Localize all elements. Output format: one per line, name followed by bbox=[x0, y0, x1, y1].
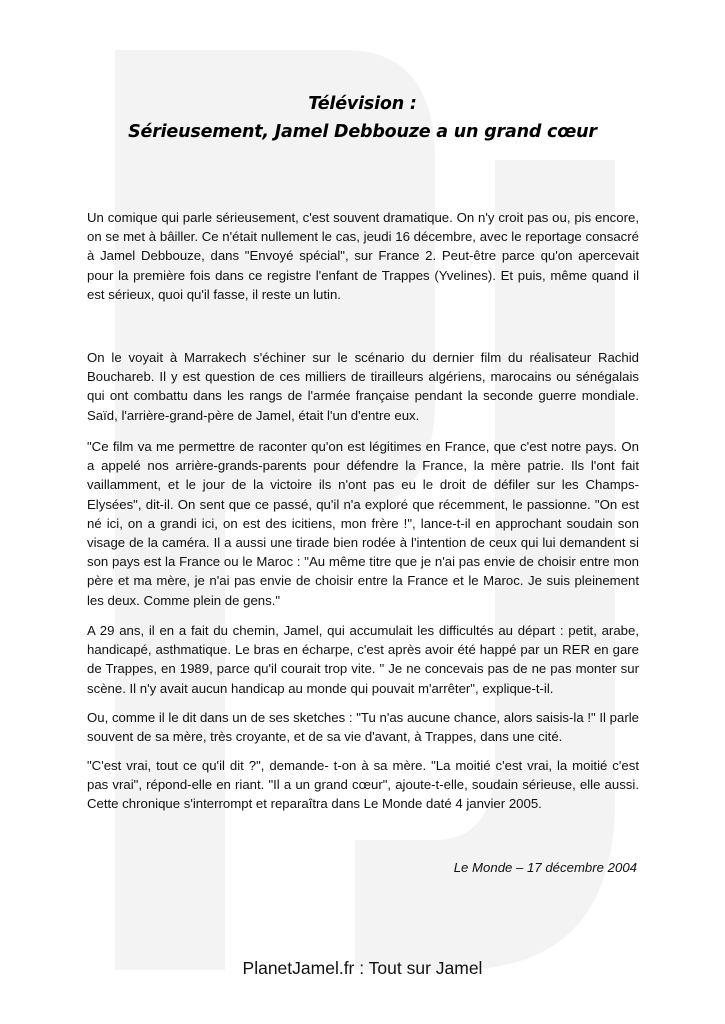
title-section-label: Télévision : bbox=[308, 94, 417, 114]
paragraph-3: "Ce film va me permettre de raconter qu'on est légitimes en France, que c'est notre pays. On a appelé nos arrière-grands-parents pour défendre la France, la mère patrie. Ils l'ont fait vaillamment, et le jour de la victoire ils n'ont pas eu le droit de défiler sur les Champs-Elysées", dit-il. On sent que ce passé, qu'il n'a exploré que récemment, le passionne. "On est né ici, on a grandi ici, on est des icitiens, mon frère !", lance-t-il en approchant soudain son visage de la caméra. Il a aussi une tirade bien rodée à l'intention de ceux qui lui demandent si son pays est la France ou le Maroc : "Au même titre que je n'ai pas envie de choisir entre mon père et ma mère, je n'ai pas envie de choisir entre la France et le Maroc. Je suis pleinement les deux. Comme plein de gens." bbox=[87, 439, 639, 608]
title-headline: Sérieusement, Jamel Debbouze a un grand cœur bbox=[128, 122, 597, 142]
paragraph-4: A 29 ans, il en a fait du chemin, Jamel, qui accumulait les difficultés au départ : petit, arabe, handicapé, asthmatique. Le bras en écharpe, c'est après avoir été happé par un RER en gare de Trappes, en 1989, parce qu'il courait trop vite. " Je ne concevais pas de ne pas monter sur scène. Il n'y avait aucun handicap au monde qui pouvait m'arrêter", explique-t-il. bbox=[87, 623, 639, 696]
paragraph-5: Ou, comme il le dit dans un de ses sketches : "Tu n'as aucune chance, alors saisis-la !" Il parle souvent de sa mère, très croyante, et de sa vie d'avant, à Trappes, dans une cité. bbox=[87, 710, 639, 745]
paragraph-6: "C'est vrai, tout ce qu'il dit ?", demande- t-on à sa mère. "La moitié c'est vrai, la moitié c'est pas vrai", répond-elle en riant. "Il a un grand cœur", ajoute-t-elle, soudain sérieuse, elle aussi. Cette chronique s'interrompt et reparaîtra dans Le Monde daté 4 janvier 2005. bbox=[87, 758, 639, 812]
document-title bbox=[0, 90, 725, 146]
paragraph-1: Un comique qui parle sérieusement, c'est souvent dramatique. On n'y croit pas ou, pis encore, on se met à bâiller. Ce n'était nullement le cas, jeudi 16 décembre, avec le reportage consacré à Jamel Debbouze, dans "Envoyé spécial", sur France 2. Peut-être parce qu'on apercevait pour la première fois dans ce registre l'enfant de Trappes (Yvelines). Et puis, même quand il est sérieux, quoi qu'il fasse, il reste un lutin. bbox=[87, 210, 639, 302]
footer-site-name: PlanetJamel.fr : Tout sur Jamel bbox=[242, 958, 483, 978]
paragraph-2: On le voyait à Marrakech s'échiner sur le scénario du dernier film du réalisateur Rachid Bouchareb. Il y est question de ces milliers de tirailleurs algériens, marocains ou sénégalais qui ont combattu dans les rangs de l'armée française pendant la seconde guerre mondiale. Saïd, l'arrière-grand-père de Jamel, était l'un d'entre eux. bbox=[87, 350, 639, 423]
source-signature: Le Monde – 17 décembre 2004 bbox=[453, 860, 637, 875]
